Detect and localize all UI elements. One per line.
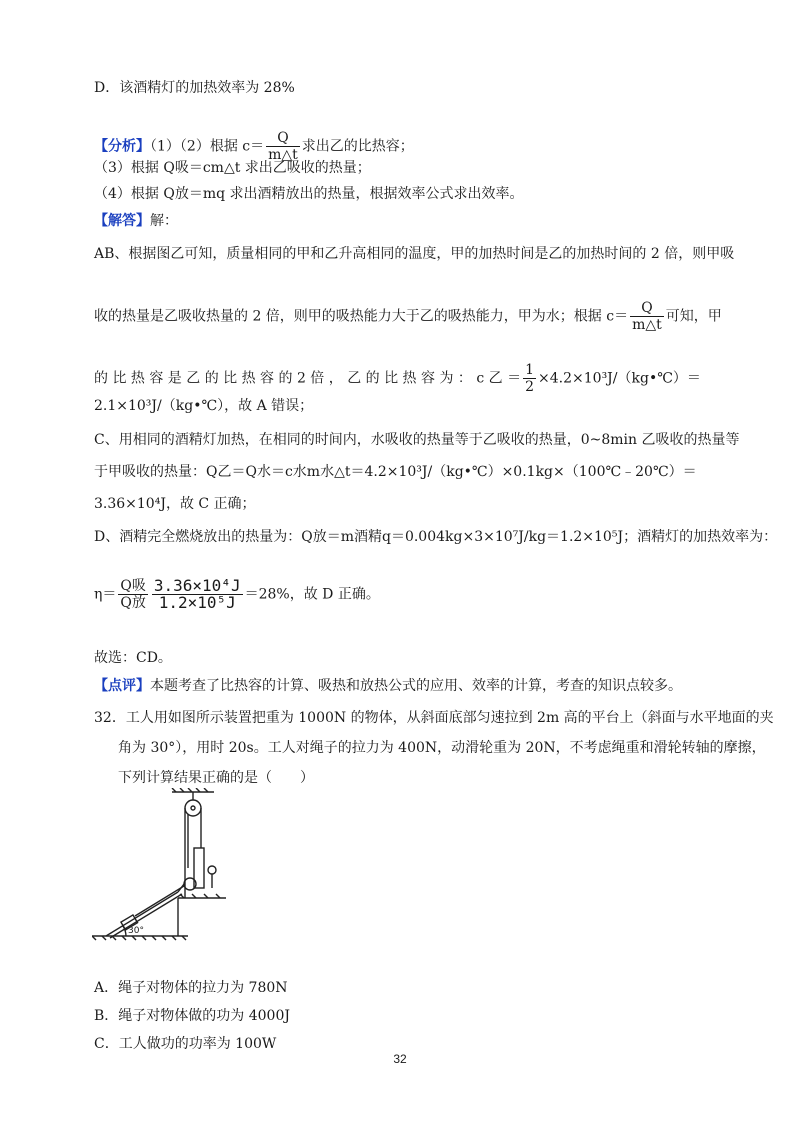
answer-line-2: 收的热量是乙吸收热量的 2 倍，则甲的吸热能力大于乙的吸热能力，甲为水；根据 c＝ $\frac{Q}{m\triangle t}$ 可知，甲: [94, 300, 722, 333]
angle-label: 30°: [128, 926, 144, 936]
answer-heading: 【解答】解：: [94, 213, 178, 229]
option-c: C．工人做功的功率为 100W: [94, 1036, 277, 1052]
answer-line-1: AB、根据图乙可知，质量相同的甲和乙升高相同的温度，甲的加热时间是乙的加热时间的 2 倍，则甲吸: [94, 246, 735, 262]
page-number: 32: [393, 1052, 407, 1066]
fraction: $\frac{1}{2}$: [525, 362, 535, 395]
option-a: A．绳子对物体的拉力为 780N: [94, 980, 288, 996]
fraction: $\frac{\text{Q吸}}{\text{Q放}}$: [120, 578, 146, 611]
analysis-line-2: （3）根据 Q吸＝cm△t 求出乙吸收的热量；: [94, 160, 371, 176]
review-tag: 【点评】: [94, 678, 150, 694]
analysis-line-3: （4）根据 Q放＝mq 求出酒精放出的热量，根据效率公式求出效率。: [94, 186, 524, 202]
answer-line-3: 的 比 热 容 是 乙 的 比 热 容 的 2 倍 ， 乙 的 比 热 容 为 ： c 乙 ＝ $\frac{1}{2}$ ×4.2×10³J/（kg•℃）＝: [94, 362, 701, 395]
answer-line-4: 2.1×10³J/（kg•℃），故 A 错误；: [94, 398, 314, 414]
fraction: $\frac{Q}{m\triangle t}$: [268, 130, 298, 163]
analysis-line-1: 【分析】（1）（2）根据 c＝ $\frac{Q}{m\triangle t}$ 求出乙的比热容；: [94, 130, 414, 163]
question-32-line-1: 32．工人用如图所示装置把重为 1000N 的物体，从斜面底部匀速拉到 2m 高的平台上（斜面与水平地面的夹: [94, 710, 774, 726]
review-line: 【点评】本题考查了比热容的计算、吸热和放热公式的应用、效率的计算，考查的知识点较多。: [94, 678, 682, 694]
efficiency-formula: η＝ $\frac{\text{Q吸}}{\text{Q放}}$ $\frac{\text{3.36×10⁴J}}{\text{1.2×10⁵J}}$ ＝28%，故 D 正确。: [94, 576, 380, 612]
fraction: $\frac{\text{3.36×10⁴J}}{\text{1.2×10⁵J}}$: [153, 576, 241, 612]
answer-tag: 【解答】: [94, 213, 150, 229]
answer-line-8: D、酒精完全燃烧放出的热量为：Q放＝m酒精q＝0.004kg×3×10⁷J/kg＝1.2×10⁵J；酒精灯的加热效率为：: [94, 529, 778, 545]
option-b: B．绳子对物体做的功为 4000J: [94, 1008, 290, 1024]
incline-pulley-figure: [92, 788, 232, 944]
fraction: $\frac{Q}{m\triangle t}$: [632, 300, 662, 333]
question-32-line-2: 角为 30°），用时 20s。工人对绳子的拉力为 400N，动滑轮重为 20N，不考虑绳重和滑轮转轴的摩擦，: [118, 740, 766, 756]
answer-choice: 故选：CD。: [94, 650, 172, 666]
question-32-line-3: 下列计算结果正确的是（ ）: [118, 770, 314, 786]
analysis-tag: 【分析】: [94, 138, 150, 155]
answer-line-5: C、用相同的酒精灯加热，在相同的时间内，水吸收的热量等于乙吸收的热量，0~8min 乙吸收的热量等: [94, 432, 740, 448]
option-d-line: D．该酒精灯的加热效率为 28%: [94, 80, 295, 96]
answer-line-6: 于甲吸收的热量：Q乙＝Q水＝c水m水△t＝4.2×10³J/（kg•℃）×0.1kg×（100℃﹣20℃）＝: [94, 464, 697, 480]
answer-line-7: 3.36×10⁴J，故 C 正确；: [94, 496, 256, 512]
